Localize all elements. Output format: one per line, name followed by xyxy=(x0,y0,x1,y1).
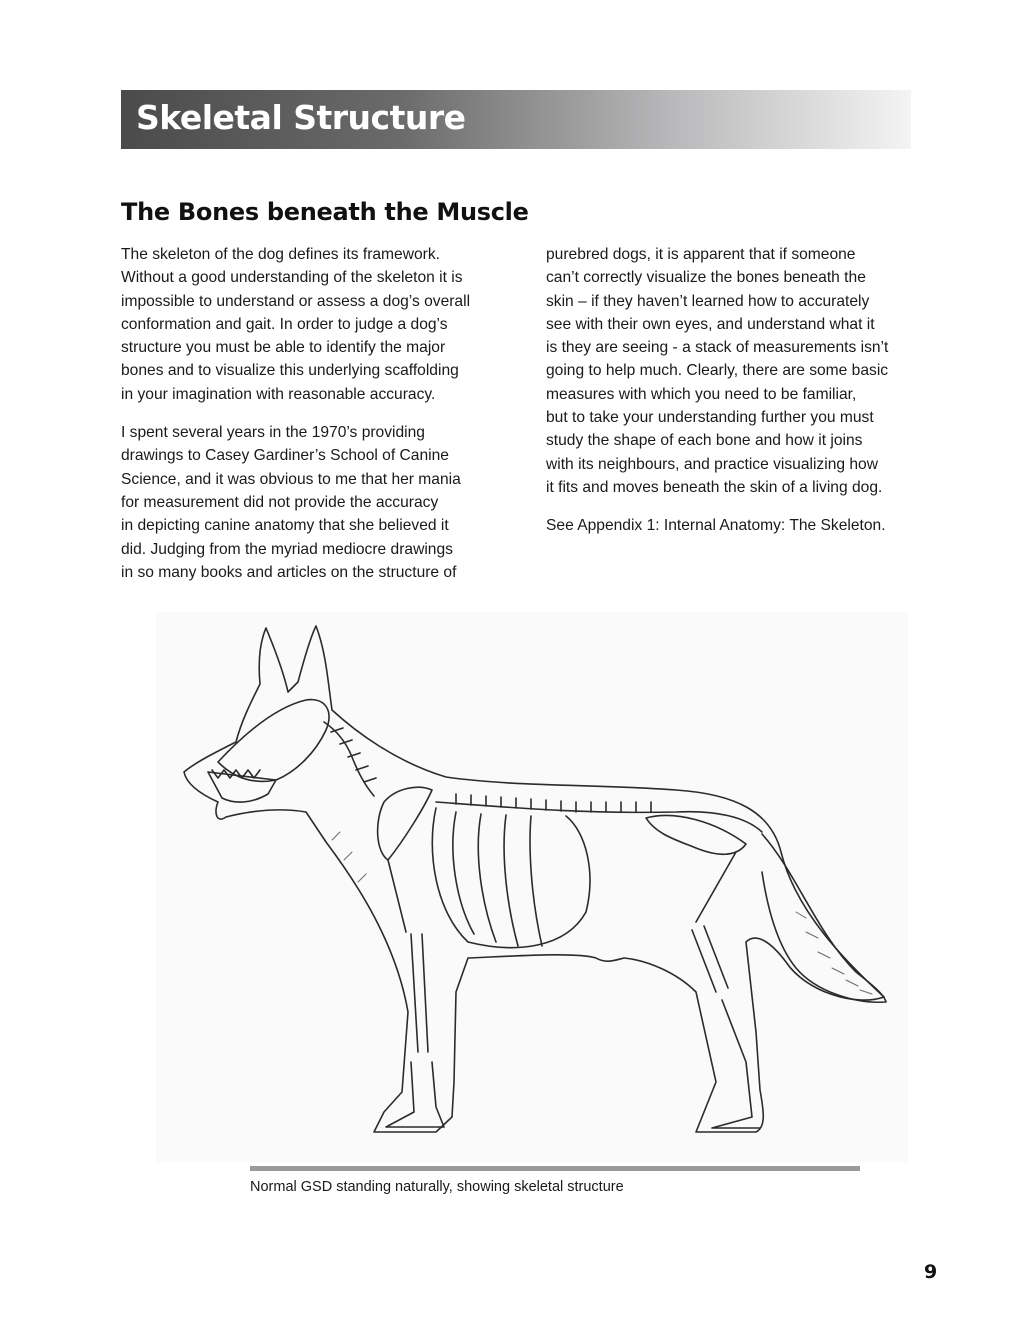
text-line: Without a good understanding of the skeleton it is xyxy=(121,269,463,287)
text-line: see with their own eyes, and understand what it xyxy=(546,315,875,333)
text-line: it fits and moves beneath the skin of a living dog. xyxy=(546,478,883,496)
text-line: I spent several years in the 1970’s providing xyxy=(121,424,425,442)
spine xyxy=(436,802,762,832)
appendix-reference xyxy=(546,514,938,537)
text-line: conformation and gait. In order to judge a dog’s xyxy=(121,315,448,333)
text-line: Science, and it was obvious to me that her mania xyxy=(121,470,461,488)
figure-caption: Normal GSD standing naturally, showing skeletal structure xyxy=(250,1179,624,1195)
text-line: in your imagination with reasonable accuracy. xyxy=(121,385,436,403)
text-line: with its neighbours, and practice visualizing how xyxy=(546,455,878,473)
rear-femur xyxy=(696,852,736,922)
page-number: 9 xyxy=(924,1261,938,1283)
text-line: bones and to visualize this underlying scaffolding xyxy=(121,362,459,380)
tail xyxy=(762,834,886,1002)
text-line: study the shape of each bone and how it joins xyxy=(546,432,863,450)
text-line: The skeleton of the dog defines its framework. xyxy=(121,246,440,263)
text-line: did. Judging from the myriad mediocre drawings xyxy=(121,540,453,558)
front-paw xyxy=(386,1062,444,1127)
text-line: purebred dogs, it is apparent that if someone xyxy=(546,246,856,263)
text-line: measures with which you need to be familiar, xyxy=(546,385,857,403)
left-column xyxy=(121,243,516,599)
section-heading: The Bones beneath the Muscle xyxy=(121,198,529,226)
front-radius xyxy=(411,934,428,1052)
skull xyxy=(218,700,329,782)
rear-tibia xyxy=(692,926,728,992)
text-line: in depicting canine anatomy that she believed it xyxy=(121,517,449,535)
dog-skeleton-illustration xyxy=(156,612,908,1162)
front-humerus xyxy=(388,860,406,932)
text-line: in so many books and articles on the structure of xyxy=(121,563,457,581)
text-line: See Appendix 1: Internal Anatomy: The Skeleton. xyxy=(546,517,886,535)
chapter-title: Skeletal Structure xyxy=(136,98,466,137)
text-line: impossible to understand or assess a dog’s overall xyxy=(121,292,471,310)
right-column xyxy=(546,243,938,553)
text-line: but to take your understanding further you must xyxy=(546,409,874,427)
paragraph xyxy=(546,243,938,499)
text-line: going to help much. Clearly, there are some basic xyxy=(546,362,889,380)
paragraph xyxy=(121,243,516,406)
body-outline xyxy=(184,626,884,1132)
pelvis xyxy=(646,816,746,855)
text-line: is they are seeing - a stack of measurements isn’t xyxy=(546,339,889,357)
text-line: can’t correctly visualize the bones beneath the xyxy=(546,269,866,287)
text-line: drawings to Casey Gardiner’s School of Canine xyxy=(121,447,449,465)
skeleton-drawing xyxy=(156,612,908,1162)
text-line: for measurement did not provide the accuracy xyxy=(121,493,439,511)
scapula xyxy=(378,787,432,860)
chapter-banner xyxy=(121,90,911,149)
caption-rule xyxy=(250,1166,860,1171)
neck-vertebrae xyxy=(324,722,374,796)
paragraph xyxy=(121,421,516,584)
text-line: structure you must be able to identify the major xyxy=(121,339,446,357)
rear-hock xyxy=(712,1000,760,1128)
text-line: skin – if they haven’t learned how to accurately xyxy=(546,292,870,310)
